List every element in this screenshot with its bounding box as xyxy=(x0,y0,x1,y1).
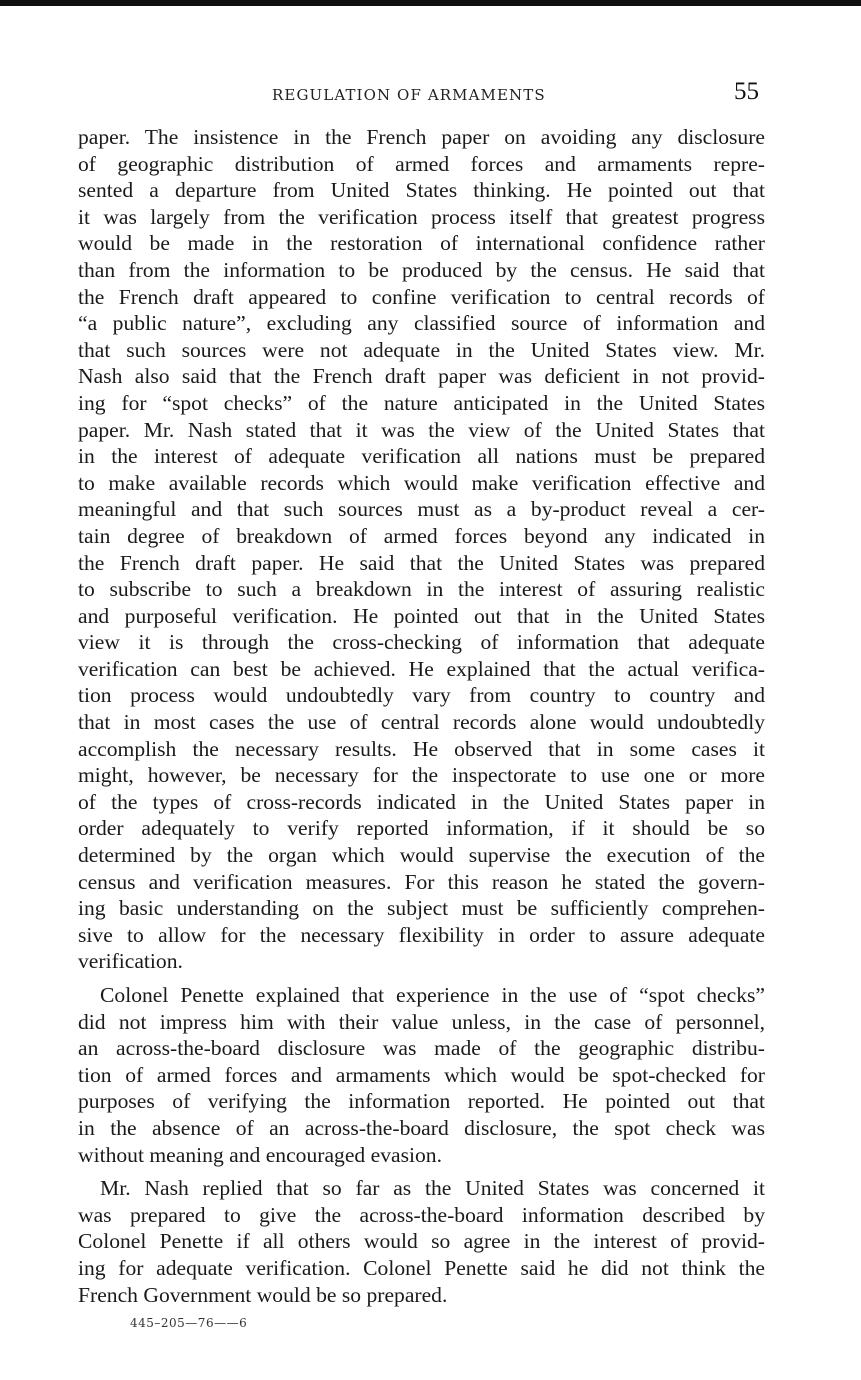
text-line: paper. The insistence in the French paper on avoiding any disclosure xyxy=(78,125,765,149)
text-line: French Government would be so prepared. xyxy=(78,1282,448,1307)
text-line: view it is through the cross-checking of information that adequate xyxy=(78,630,765,655)
text-line: in the absence of an across-the-board disclosure, the spot check was xyxy=(78,1115,765,1140)
text-line: purposes of verifying the information reported. He pointed out that xyxy=(78,1089,765,1114)
text-line: ing for adequate verification. Colonel Penette said he did not think the xyxy=(78,1255,765,1280)
text-line: verification can best be achieved. He explained that the actual verifica- xyxy=(78,656,765,681)
text-line: in the interest of adequate verification all nations must be prepared xyxy=(78,444,765,469)
body-text xyxy=(78,124,765,1308)
text-line: would be made in the restoration of international confidence rather xyxy=(78,231,765,256)
text-line: an across-the-board disclosure was made of the geographic distribu- xyxy=(78,1036,765,1061)
text-line: tion of armed forces and armaments which would be spot-checked for xyxy=(78,1062,765,1087)
page-number: 55 xyxy=(734,78,759,105)
text-line: than from the information to be produced by the census. He said that xyxy=(78,257,765,282)
text-line: sented a departure from United States thinking. He pointed out that xyxy=(78,178,765,203)
text-line: tain degree of breakdown of armed forces beyond any indicated in xyxy=(78,523,765,548)
text-line: paper. Mr. Nash stated that it was the view of the United States that xyxy=(78,417,765,442)
text-line: meaningful and that such sources must as a by-product reveal a cer- xyxy=(78,497,765,522)
text-line: ing basic understanding on the subject must be sufficiently comprehen- xyxy=(78,896,765,921)
text-line: ing for “spot checks” of the nature anticipated in the United States xyxy=(78,390,765,415)
text-line: tion process would undoubtedly vary from country to country and xyxy=(78,683,765,708)
text-line: to make available records which would make verification effective and xyxy=(78,470,765,495)
running-head xyxy=(0,78,861,112)
text-line: to subscribe to such a breakdown in the interest of assuring realistic xyxy=(78,577,765,602)
text-line: of geographic distribution of armed forces and armaments repre- xyxy=(78,151,765,176)
top-border-rule xyxy=(0,0,861,6)
text-line: it was largely from the verification process itself that greatest progress xyxy=(78,204,765,229)
paragraph xyxy=(78,982,765,1168)
text-line: Colonel Penette if all others would so agree in the interest of provid- xyxy=(78,1229,765,1254)
text-line: order adequately to verify reported information, if it should be so xyxy=(78,816,765,841)
text-line: Mr. Nash replied that so far as the United States was concerned it xyxy=(100,1176,765,1201)
text-line: determined by the organ which would supervise the execution of the xyxy=(78,843,765,868)
text-line: that in most cases the use of central records alone would undoubtedly xyxy=(78,710,765,735)
text-line: “a public nature”, excluding any classified source of information and xyxy=(78,311,765,336)
text-line: without meaning and encouraged evasion. xyxy=(78,1142,442,1167)
running-title: REGULATION OF ARMAMENTS xyxy=(272,86,546,104)
text-line: of the types of cross-records indicated in the United States paper in xyxy=(78,789,765,814)
text-line: Colonel Penette explained that experience in the use of “spot checks” xyxy=(100,983,765,1007)
paragraph xyxy=(78,124,765,975)
text-line: Nash also said that the French draft paper was deficient in not provid- xyxy=(78,364,765,389)
text-line: sive to allow for the necessary flexibility in order to assure adequate xyxy=(78,922,765,947)
text-line: was prepared to give the across-the-board information described by xyxy=(78,1202,765,1227)
text-line: the French draft appeared to confine verification to central records of xyxy=(78,284,765,309)
text-line: verification. xyxy=(78,949,183,974)
print-code: 445–205—76——6 xyxy=(130,1316,248,1330)
paragraph-gap xyxy=(78,1168,765,1175)
text-line: did not impress him with their value unless, in the case of personnel, xyxy=(78,1009,765,1034)
text-line: accomplish the necessary results. He observed that in some cases it xyxy=(78,736,765,761)
text-line: that such sources were not adequate in the United States view. Mr. xyxy=(78,337,765,362)
text-line: census and verification measures. For this reason he stated the govern- xyxy=(78,869,765,894)
paragraph-gap xyxy=(78,975,765,982)
text-line: might, however, be necessary for the inspectorate to use one or more xyxy=(78,763,765,788)
paragraph xyxy=(78,1175,765,1308)
text-line: and purposeful verification. He pointed out that in the United States xyxy=(78,603,765,628)
text-line: the French draft paper. He said that the United States was prepared xyxy=(78,550,765,575)
